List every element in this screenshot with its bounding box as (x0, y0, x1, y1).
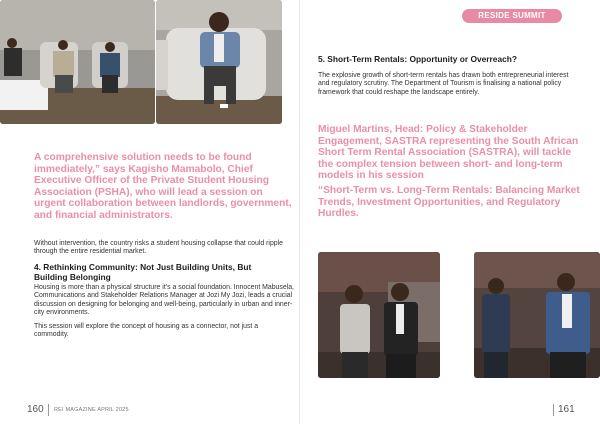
pull-quote-psha: A comprehensive solution needs to be found immediately,” says Kagisho Mamabolo, Chief Executive Officer of the Private Student Housing Association (PSHA), who will lead a session on urgent collaboration between landlords, government, and financial administrators. (34, 152, 292, 221)
pull-quote-sastra: Miguel Martins, Head: Policy & Stakeholder Engagement, SASTRA representing the South African Short Term Rental Association (SASTRA), will tackle the complex tension between short- and long-term models in his session (318, 124, 579, 182)
networking-photo-left (318, 252, 440, 378)
section-5-heading: 5. Short-Term Rentals: Opportunity or Overreach? (318, 54, 518, 64)
page-gutter (299, 0, 300, 424)
networking-photo-right (474, 252, 600, 378)
panel-photo-wide (0, 0, 155, 124)
section-4-paragraph-2: This session will explore the concept of housing as a connector, not just a commodity. (34, 323, 259, 339)
magazine-label: REI MAGAZINE APRIL 2025 (54, 407, 129, 413)
section-4-paragraph-1: Housing is more than a physical structure it’s a social foundation. Innocent Mabusela, Communications and Stakeholder Relations Manager at Jozi My Jozi, leads a crucial discussion on designing for belonging and well-being, particularly in urban and inner-city environments. (34, 284, 294, 316)
intro-paragraph: Without intervention, the country risks a student housing collapse that could ripple through the entire residential market. (34, 240, 283, 256)
section-4-heading: 4. Rethinking Community: Not Just Building Units, But Building Belonging (34, 262, 252, 282)
section-badge-reside-summit: RESIDE SUMMIT (462, 9, 562, 23)
page-number-right: 161 (553, 404, 575, 416)
speaker-photo (156, 0, 282, 124)
page-number-left: 160 (27, 404, 49, 416)
section-5-paragraph: The explosive growth of short-term rentals has drawn both entrepreneurial interest and regulatory scrutiny. The Department of Tourism is finalising a national policy framework that could reshape the landscape entirely. (318, 72, 569, 96)
pull-quote-session-title: “Short-Term vs. Long-Term Rentals: Balancing Market Trends, Investment Opportunities, and Regulatory Hurdles. (318, 185, 580, 220)
